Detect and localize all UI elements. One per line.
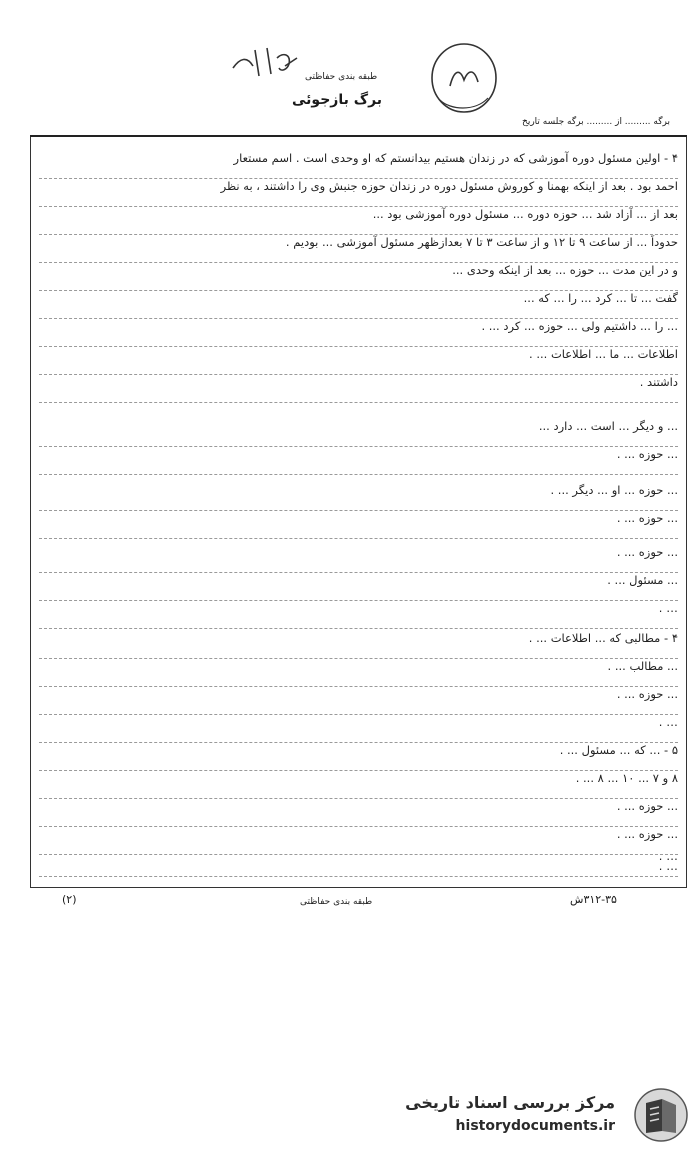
body-line: ... حوزه ... . <box>39 799 678 827</box>
handwritten-top-number <box>225 38 305 83</box>
body-line: ... حوزه ... . <box>39 687 678 715</box>
body-line: ... مطالب ... . <box>39 659 678 687</box>
body-line: داشتند . <box>39 375 678 403</box>
body-line: ۸ و ۷ ... ۱۰ ... ۸ ... . <box>39 771 678 799</box>
footer-form-code: ۳۱۲-۳۵ش <box>570 893 617 906</box>
footer-page-number: (۲) <box>62 893 77 906</box>
body-line: ۵ - ... که ... مسئول ... . <box>39 743 678 771</box>
body-line: ... و دیگر ... است ... دارد ... <box>39 419 678 447</box>
body-line: ۴ - مطالبی که ... اطلاعات ... . <box>39 631 678 659</box>
body-line: ... . <box>39 715 678 743</box>
body-line: ۴ - اولین مسئول دوره آموزشی که در زندان هستیم بیدانستم که او وحدی است . اسم مستعار <box>39 151 678 179</box>
body-line: ... را ... داشتیم ولی ... حوزه ... کرد ... . <box>39 319 678 347</box>
header-fields-line: برگه ......... از ......... برگه جلسه تاریخ <box>522 117 670 127</box>
body-line: ... حوزه ... او ... دیگر ... . <box>39 483 678 511</box>
handwritten-circled-mark <box>420 40 510 120</box>
watermark-url: historydocuments.ir <box>455 1118 615 1134</box>
body-line: گفت ... تا ... کرد ... را ... که ... <box>39 291 678 319</box>
body-line: بعد از ... آزاد شد ... حوزه دوره ... مسئول دوره آموزشی بود ... <box>39 207 678 235</box>
watermark-org-name: مرکز بررسی اسناد تاریخی <box>405 1093 615 1112</box>
body-line: ... . <box>658 859 678 873</box>
body-line: احمد بود . بعد از اینکه بهمنا و کوروش مسئول دوره در زندان حوزه جنبش وی را داشتند ، به نظر <box>39 179 678 207</box>
footer-classification: طبقه بندی حفاظتی <box>300 897 373 907</box>
body-line: و در این مدت ... حوزه ... بعد از اینکه وحدی ... <box>39 263 678 291</box>
body-line: ... مسئول ... . <box>39 573 678 601</box>
archive-book-icon <box>632 1087 690 1143</box>
document-title: برگ بازجوئی <box>292 92 383 108</box>
body-line: حدوداً ... از ساعت ۹ تا ۱۲ و از ساعت ۳ تا ۷ بعدازظهر مسئول آموزشی ... بودیم . <box>39 235 678 263</box>
body-line: ... حوزه ... . <box>39 545 678 573</box>
body-line: ... . <box>39 601 678 629</box>
body-line: اطلاعات ... ما ... اطلاعات ... . <box>39 347 678 375</box>
watermark-logo <box>400 1085 695 1145</box>
body-line: ... حوزه ... . <box>39 447 678 475</box>
body-line: ... حوزه ... . <box>39 827 678 855</box>
body-line: ... حوزه ... . <box>39 511 678 539</box>
header-classification: طبقه بندی حفاظتی <box>305 72 378 82</box>
body-line: ... . <box>39 849 678 877</box>
interrogation-body <box>30 137 687 888</box>
